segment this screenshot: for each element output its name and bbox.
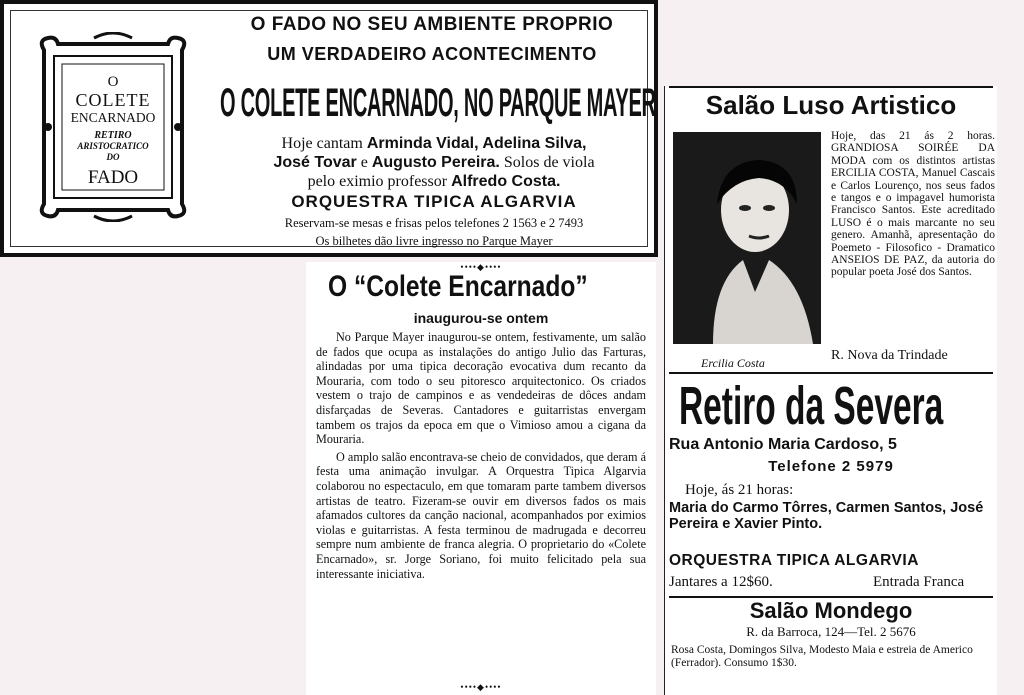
frame-text [62, 74, 164, 189]
retiro-entry: Entrada Franca [873, 574, 965, 590]
right-column [664, 86, 997, 695]
ornament-bottom: ••••◆•••• [460, 682, 502, 692]
fado-advertisement [0, 0, 658, 257]
ad-title: O COLETE ENCARNADO, NO PARQUE MAYER [220, 81, 656, 125]
ad-orchestra: ORQUESTRA TIPICA ALGARVIA [291, 192, 577, 211]
frame-line-encarnado: ENCARNADO [70, 110, 156, 125]
article-title: O “Colete Encarnado” [328, 270, 588, 303]
luso-title: Salão Luso Artistico [705, 90, 957, 120]
rule-top [669, 86, 993, 88]
ad-heading-1: O FADO NO SEU AMBIENTE PROPRIO [250, 14, 614, 35]
retiro-address: Rua Antonio Maria Cardoso, 5 [669, 436, 897, 453]
ad-performers [216, 134, 652, 191]
article-colete-encarnado [306, 262, 656, 695]
frame-line-aristocratico: ARISTOCRATICO [77, 141, 149, 151]
performers-names-1: Arminda Vidal, Adelina Silva, [366, 135, 587, 152]
professor-pre: pelo eximio professor [307, 173, 448, 190]
rule-luso [669, 372, 993, 374]
retiro-performers: Maria do Carmo Tôrres, Carmen Santos, José Pereira e Xavier Pinto. [669, 500, 984, 532]
frame-line-o: O [107, 74, 119, 90]
article-subtitle: inaugurou-se ontem [413, 310, 549, 326]
performers-pre: Hoje cantam [281, 135, 363, 152]
retiro-dinner: Jantares a 12$60. [669, 574, 773, 590]
article-paragraph-2: O amplo salão encontrava-se cheio de convidados, que deram á festa uma animação invulgar. A Orquestra Tipica Algarvia colaborou no espectaculo, em que tomaram parte tambem diversos artistas de teatro. Fizeram-se ouvir em diversos fados os mais afamados cultores da canção nacional, acompanhados por eximios violas e guitarristas. A festa terminou de madrugada e decorreu sempre num ambiente de franca alegria. O proprietario do «Colete Encarnado», sr. Jorge Soriano, foi muito felicitado pela sua interessante iniciativa. [316, 449, 646, 581]
article-body [316, 330, 646, 581]
performers-names-2: José Tovar [273, 154, 357, 171]
photo-caption: Ercilia Costa [701, 356, 765, 370]
retiro-phone: Telefone 2 5979 [768, 458, 894, 475]
ad-tickets: Os bilhetes dão livre ingresso no Parque Mayer [315, 234, 553, 248]
frame-line-do: DO [106, 152, 120, 162]
ad-heading-2: UM VERDADEIRO ACONTECIMENTO [267, 44, 597, 64]
performers-post: Solos de viola [503, 154, 595, 171]
ercilia-photo [673, 132, 821, 344]
frame-line-retiro: RETIRO [94, 130, 132, 141]
performers-e: e [360, 154, 368, 171]
ornament-top: ••••◆•••• [460, 262, 502, 272]
mondego-address: R. da Barroca, 124—Tel. 2 5676 [746, 624, 916, 639]
frame-line-fado: FADO [87, 167, 139, 188]
performers-names-3: Augusto Pereira. [371, 154, 500, 171]
mondego-title: Salão Mondego [749, 598, 913, 623]
mondego-text: Rosa Costa, Domingos Silva, Modesto Maia e estreia de Americo (Ferrador). Consumo 1$30. [671, 644, 973, 669]
professor-name: Alfredo Costa. [451, 173, 561, 190]
ad-reservations: Reservam-se mesas e frisas pelos telefones 2 1563 e 2 7493 [284, 216, 584, 230]
portrait-icon [673, 132, 821, 344]
retiro-orchestra: ORQUESTRA TIPICA ALGARVIA [669, 552, 919, 569]
article-paragraph-1: No Parque Mayer inaugurou-se ontem, festivamente, um salão de fados que ocupa as instalações do antigo Julio das Farturas, alindadas por uma tipica decoração evocativa dum recanto da Mouraria, com todo o seu pitoresco arquitectonico. Os criados vestem o trajo de campinos e as vendedeiras de dôces andam disfarçadas de Severas. Cantadores e guitarristas envergam tambem os trajos da epoca em que o Vimioso amou a cigana da Mouraria. [316, 330, 646, 447]
retiro-title: Retiro da Severa [679, 376, 944, 436]
luso-text: Hoje, das 21 ás 2 horas. GRANDIOSA SOIRÉE DA MODA com os distintos artistas ERCILIA COSTA, Manuel Cascais e Carlos Lourenço, nos seus fados e tangos e o impagavel humorista Francisco Santos. Este acreditado LUSO é o mais marcante no seu genero. Amanhã, apresentação do Poemeto - Filosofico - Dramatico ANSEIOS DE PAZ, da autoria do popular poeta José dos Santos. [831, 130, 995, 279]
luso-address: R. Nova da Trindade [831, 348, 948, 363]
retiro-today: Hoje, ás 21 horas: [685, 482, 794, 498]
frame-line-colete: COLETE [75, 90, 151, 110]
ornate-frame [34, 32, 192, 222]
